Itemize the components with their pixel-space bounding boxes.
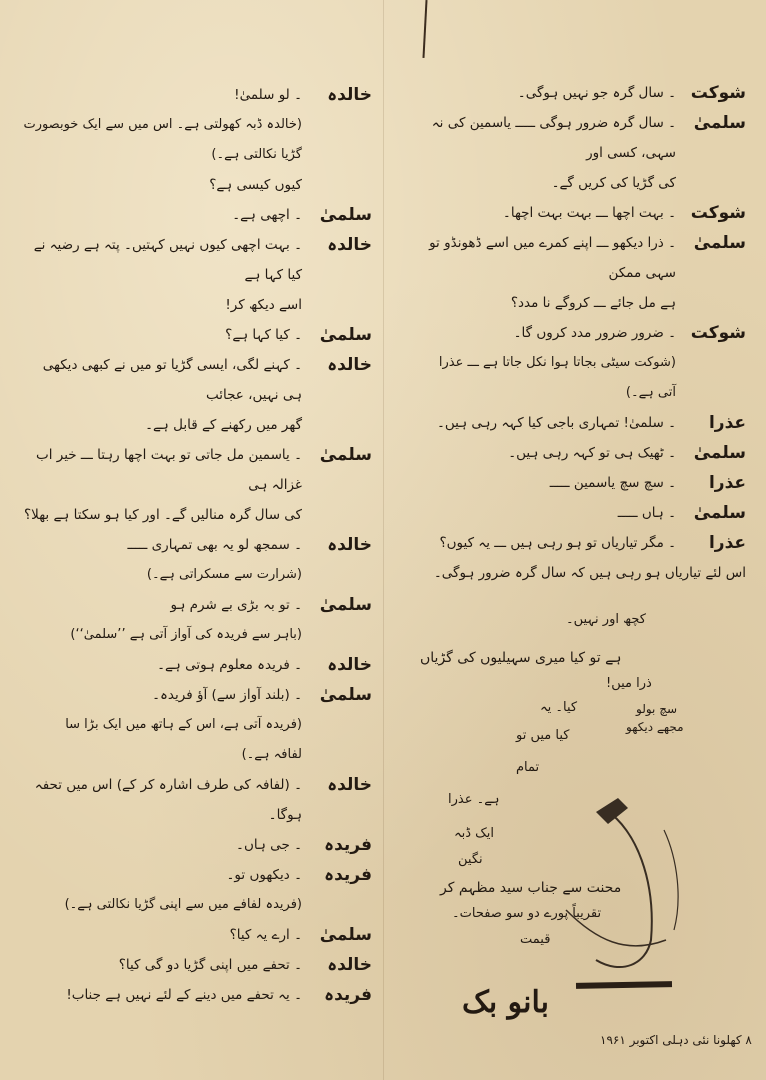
- speaker-name: شوکت: [690, 203, 746, 223]
- torn-fragment: کیا میں تو: [516, 728, 570, 743]
- speaker-name: فریدہ: [324, 865, 372, 885]
- dialogue-line: [396, 198, 746, 228]
- dialogue-text: ۔ تو بہ بڑی بے شرم ہو: [170, 597, 302, 613]
- dialogue-line: [22, 440, 372, 500]
- speaker-name: سلمیٰ: [319, 925, 372, 945]
- dialogue-line: [22, 590, 372, 620]
- dialogue-continuation: کی گڑیا کی کریں گے۔: [551, 175, 676, 191]
- right-column: [396, 78, 746, 588]
- dialogue-text: ۔ دیکھوں تو۔: [226, 867, 302, 883]
- dialogue-line: [22, 230, 372, 290]
- dialogue-text: ۔ مگر تیاریاں تو ہو رہی ہیں ـــ یہ کیوں؟: [439, 535, 676, 551]
- dialogue-line: [22, 980, 372, 1010]
- stage-direction: گڑیا نکالتی ہے۔): [211, 147, 302, 162]
- speaker-name: خالدہ: [327, 535, 372, 555]
- dialogue-text: ۔ (بلند آواز سے) آؤ فریدہ۔: [152, 687, 302, 703]
- dialogue-line: [22, 650, 372, 680]
- dialogue-text: ۔ کہنے لگی، ایسی گڑیا تو میں نے کبھی دیکھی ہی نہیں، عجائب: [42, 357, 302, 403]
- stage-direction: (شرارت سے مسکراتی ہے۔): [146, 567, 302, 582]
- torn-fragment: تمام: [516, 760, 540, 775]
- stage-direction: (باہر سے فریدہ کی آواز آتی ہے ’’سلمیٰ‘‘): [70, 627, 302, 642]
- speaker-name: فریدہ: [324, 835, 372, 855]
- dialogue-line: [22, 350, 372, 410]
- dialogue-line: [396, 408, 746, 438]
- dialogue-line: [22, 200, 372, 230]
- dialogue-line: [22, 950, 372, 980]
- dialogue-line: [396, 468, 746, 498]
- dialogue-line: [396, 78, 746, 108]
- dialogue-continuation: ہے مل جائے ـــ کروگے نا مدد؟: [510, 295, 676, 311]
- stage-direction: (شوکت سیٹی بجاتا ہوا نکل جاتا ہے ـــ عذرا: [438, 355, 676, 370]
- dialogue-text: ۔ ذرا دیکھو ـــ اپنے کمرے میں اسے ڈھونڈو تو سہی ممکن: [429, 235, 676, 281]
- torn-fragment: ایک ڈبہ: [454, 826, 495, 841]
- torn-fragment: ذرا میں!: [606, 676, 652, 691]
- speaker-name: سلمیٰ: [693, 233, 746, 253]
- dialogue-line: [22, 320, 372, 350]
- left-column: [22, 80, 372, 1010]
- dialogue-line: [396, 438, 746, 468]
- speaker-name: عذرا: [708, 473, 746, 493]
- dialogue-text: ۔ تحفے میں اپنی گڑیا دو گی کیا؟: [118, 957, 302, 973]
- speaker-name: خالدہ: [327, 355, 372, 375]
- dialogue-line: [396, 108, 746, 168]
- page-tear-mark: [422, 0, 427, 58]
- dialogue-continuation: کیوں کیسی ہے؟: [209, 177, 302, 193]
- dialogue-text: ۔ جی ہاں۔: [236, 837, 302, 853]
- dialogue-line: [22, 830, 372, 860]
- dialogue-text: ۔ لو سلمیٰ!: [234, 87, 302, 103]
- dialogue-text: ۔ ارے یہ کیا؟: [229, 927, 302, 943]
- dialogue-text: ۔ ٹھیک ہی تو کہہ رہی ہیں۔: [508, 445, 676, 461]
- speaker-name: خالدہ: [327, 655, 372, 675]
- torn-fragment: ہے تو کیا میری سہیلیوں کی گڑیاں: [420, 650, 622, 666]
- author-byline: بانو بک: [462, 985, 549, 1020]
- dialogue-text: ۔ بہت اچھی کیوں نہیں کہتیں۔ پتہ ہے رضیہ نے کیا کہا ہے: [33, 237, 302, 283]
- speaker-name: سلمیٰ: [319, 595, 372, 615]
- dialogue-text: ۔ سلمیٰ! تمہاری باجی کیا کہہ رہی ہیں۔: [436, 415, 676, 431]
- dialogue-text: ۔ اچھی ہے۔: [232, 207, 302, 223]
- torn-fragment: محنت سے جناب سید مظہم کر: [440, 880, 622, 896]
- torn-fragment: نگین: [458, 852, 483, 867]
- stage-direction: (فریدہ لفافے میں سے اپنی گڑیا نکالتی ہے۔): [64, 897, 302, 912]
- dialogue-text: ۔ سمجھ لو یہ بھی تمہاری ـــــ: [127, 537, 302, 553]
- speaker-name: سلمیٰ: [693, 113, 746, 133]
- dialogue-text: ۔ یاسمین مل جاتی تو بہت اچھا رہتا ـــ خیر اب غزالہ ہی: [36, 447, 302, 493]
- torn-fragment: تقریباً پورے دو سو صفحات۔: [452, 906, 602, 921]
- speaker-name: خالدہ: [327, 955, 372, 975]
- page-fold: [383, 0, 384, 1080]
- speaker-name: سلمیٰ: [319, 445, 372, 465]
- speaker-name: سلمیٰ: [693, 443, 746, 463]
- dialogue-text: ۔ ہاں ـــــ: [617, 505, 676, 521]
- stage-direction: (خالدہ ڈبہ کھولتی ہے۔ اس میں سے ایک خوبصورت: [23, 117, 302, 132]
- dialogue-line: [22, 680, 372, 710]
- dialogue-line: [22, 860, 372, 890]
- speaker-name: عذرا: [708, 533, 746, 553]
- dialogue-text: ۔ سال گرہ جو نہیں ہوگی۔: [517, 85, 676, 101]
- dialogue-line: [396, 498, 746, 528]
- stage-direction: لفافہ ہے۔): [241, 747, 302, 762]
- dialogue-continuation: کی سال گرہ منالیں گے۔ اور کیا ہو سکتا ہے بھلا؟: [23, 507, 302, 523]
- speaker-name: شوکت: [690, 83, 746, 103]
- speaker-name: فریدہ: [324, 985, 372, 1005]
- speaker-name: خالدہ: [327, 775, 372, 795]
- speaker-name: خالدہ: [327, 235, 372, 255]
- dialogue-text: ۔ کیا کہا ہے؟: [225, 327, 302, 343]
- speaker-name: سلمیٰ: [319, 325, 372, 345]
- speaker-name: عذرا: [708, 413, 746, 433]
- dialogue-line: [396, 318, 746, 348]
- dialogue-text: ۔ سال گرہ ضرور ہوگی ـــــ یاسمین کی نہ سہی، کسی اور: [431, 115, 676, 161]
- torn-fragment: سچ بولو: [636, 702, 678, 716]
- dialogue-text: ۔ یہ تحفے میں دینے کے لئے نہیں ہے جناب!: [66, 987, 302, 1003]
- torn-fragment: مجھے دیکھو: [626, 720, 684, 734]
- dialogue-line: [22, 530, 372, 560]
- speaker-name: سلمیٰ: [693, 503, 746, 523]
- dialogue-text: ۔ ضرور ضرور مدد کروں گا۔: [513, 325, 676, 341]
- dialogue-line: [22, 80, 372, 110]
- dialogue-continuation: اس لئے تیاریاں ہو رہی ہیں کہ سال گرہ ضرور ہوگی۔: [433, 565, 746, 581]
- speaker-name: خالدہ: [327, 85, 372, 105]
- dialogue-text: ۔ (لفافہ کی طرف اشارہ کر کے) اس میں تحفہ ہوگا۔: [34, 777, 302, 823]
- torn-fragment: کچھ اور نہیں۔: [566, 612, 646, 627]
- stage-direction: (فریدہ آتی ہے، اس کے ہاتھ میں ایک بڑا سا: [65, 717, 302, 732]
- speaker-name: شوکت: [690, 323, 746, 343]
- speaker-name: سلمیٰ: [319, 685, 372, 705]
- dialogue-line: [22, 770, 372, 830]
- dialogue-text: ۔ سچ سچ یاسمین ـــــ: [549, 475, 676, 491]
- torn-fragment: کیا۔ یہ: [540, 700, 578, 715]
- dialogue-continuation: گھر میں رکھنے کے قابل ہے۔: [145, 417, 302, 433]
- dialogue-text: ۔ فریدہ معلوم ہوتی ہے۔: [157, 657, 302, 673]
- dialogue-line: [22, 920, 372, 950]
- torn-fragment: ہے۔ عذرا: [448, 792, 500, 807]
- dialogue-line: [396, 528, 746, 558]
- stage-direction: آتی ہے۔): [625, 385, 676, 400]
- torn-fragment: قیمت: [520, 932, 551, 947]
- speaker-name: سلمیٰ: [319, 205, 372, 225]
- dialogue-line: [396, 228, 746, 288]
- dialogue-text: ۔ بہت اچھا ـــ بہت بہت اچھا۔: [502, 205, 676, 221]
- page-footer: ۸ کھلونا نئی دہلی اکتوبر ۱۹۶۱: [600, 1033, 752, 1047]
- dialogue-continuation: اسے دیکھ کر!: [225, 297, 302, 313]
